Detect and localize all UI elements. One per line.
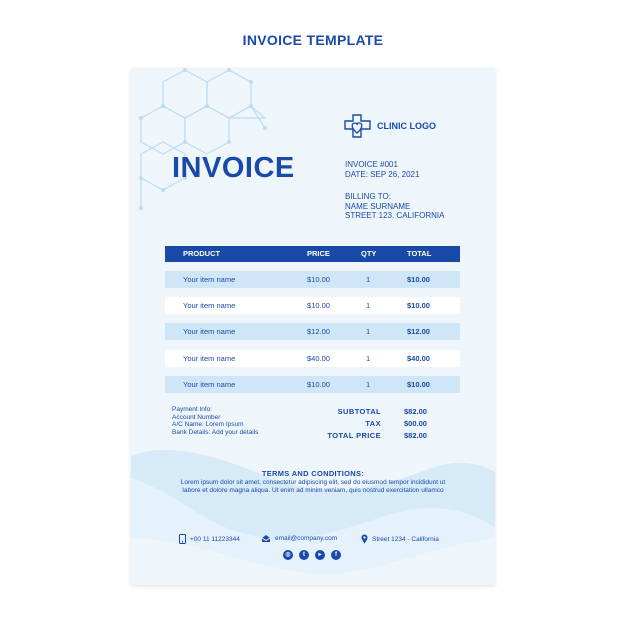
row-product: Your item name — [183, 380, 236, 389]
logo-text: CLINIC LOGO — [377, 121, 436, 131]
billing-label: BILLING TO: — [345, 192, 391, 201]
email-text[interactable]: email@company.com — [275, 535, 338, 542]
instagram-icon[interactable]: ◎ — [283, 550, 293, 560]
total-price-label: TOTAL PRICE — [327, 431, 381, 440]
invoice-sheet — [131, 68, 495, 585]
invoice-meta — [345, 160, 419, 180]
tax-value: $00.00 — [404, 419, 427, 428]
row-product: Your item name — [183, 354, 236, 363]
payment-line: Payment Info: — [172, 406, 213, 413]
total-price-value: $82.00 — [404, 431, 427, 440]
header-total: TOTAL — [407, 249, 432, 258]
row-total: $10.00 — [407, 275, 430, 284]
invoice-number: INVOICE #001 — [345, 160, 398, 169]
billing-name: NAME SURNAME — [345, 201, 411, 211]
row-total: $40.00 — [407, 354, 430, 363]
payment-info — [172, 406, 258, 436]
row-price: $10.00 — [307, 301, 330, 310]
phone-icon — [179, 534, 186, 544]
invoice-heading: INVOICE — [172, 152, 295, 184]
email-icon — [261, 534, 271, 543]
subtotal-value: $82.00 — [404, 407, 427, 416]
table-row — [165, 376, 460, 393]
row-qty: 1 — [366, 327, 371, 336]
row-total: $12.00 — [407, 327, 430, 336]
row-qty: 1 — [366, 354, 371, 363]
table-row — [165, 271, 460, 288]
payment-line: Account Number — [172, 413, 221, 421]
social-links — [283, 550, 347, 560]
row-product: Your item name — [183, 275, 236, 284]
twitter-icon[interactable]: t — [299, 550, 309, 560]
header-qty: QTY — [361, 249, 377, 258]
row-qty: 1 — [366, 301, 371, 310]
row-price: $10.00 — [307, 275, 330, 284]
contact-address — [361, 534, 439, 544]
row-qty: 1 — [366, 275, 371, 284]
phone-text: +00 11 11223344 — [190, 535, 240, 543]
clinic-logo — [343, 113, 436, 139]
youtube-icon[interactable]: ▸ — [315, 550, 325, 560]
billing-address: STREET 123. CALIFORNIA — [345, 211, 445, 220]
cross-heart-icon — [343, 113, 373, 139]
terms-title: TERMS AND CONDITIONS: — [261, 469, 365, 478]
row-product: Your item name — [183, 327, 236, 336]
subtotal-label: SUBTOTAL — [337, 407, 381, 416]
payment-line: Bank Details: Add your details — [172, 428, 259, 436]
contact-phone — [179, 534, 240, 544]
address-text: Street 1234 - California — [372, 535, 439, 543]
page-title: INVOICE TEMPLATE — [242, 32, 384, 48]
table-header — [165, 246, 460, 262]
location-pin-icon — [361, 534, 368, 544]
row-price: $10.00 — [307, 380, 330, 389]
row-total: $10.00 — [407, 301, 430, 310]
billing-info — [345, 192, 444, 221]
row-qty: 1 — [366, 380, 371, 389]
terms-text: Lorem ipsum dolor sit amet, consectetur adipiscing elit, sed do eiusmod tempor incididunt ut labore et dolore magna aliqua. Ut enim ad minim veniam, quis nostrud exercitation ullamco — [180, 479, 446, 494]
table-row — [165, 350, 460, 367]
payment-line: A/C Name: Lorem Ipsum — [172, 421, 244, 428]
row-price: $40.00 — [307, 354, 330, 363]
row-total: $10.00 — [407, 380, 430, 389]
header-product: PRODUCT — [183, 249, 221, 258]
contact-email — [261, 534, 337, 543]
table-row — [165, 323, 460, 340]
facebook-icon[interactable]: f — [331, 550, 341, 560]
row-price: $12.00 — [307, 327, 330, 336]
tax-label: TAX — [365, 419, 381, 428]
row-product: Your item name — [183, 301, 236, 310]
invoice-date: DATE: SEP 26, 2021 — [345, 170, 420, 179]
table-row — [165, 297, 460, 314]
header-price: PRICE — [307, 249, 330, 258]
